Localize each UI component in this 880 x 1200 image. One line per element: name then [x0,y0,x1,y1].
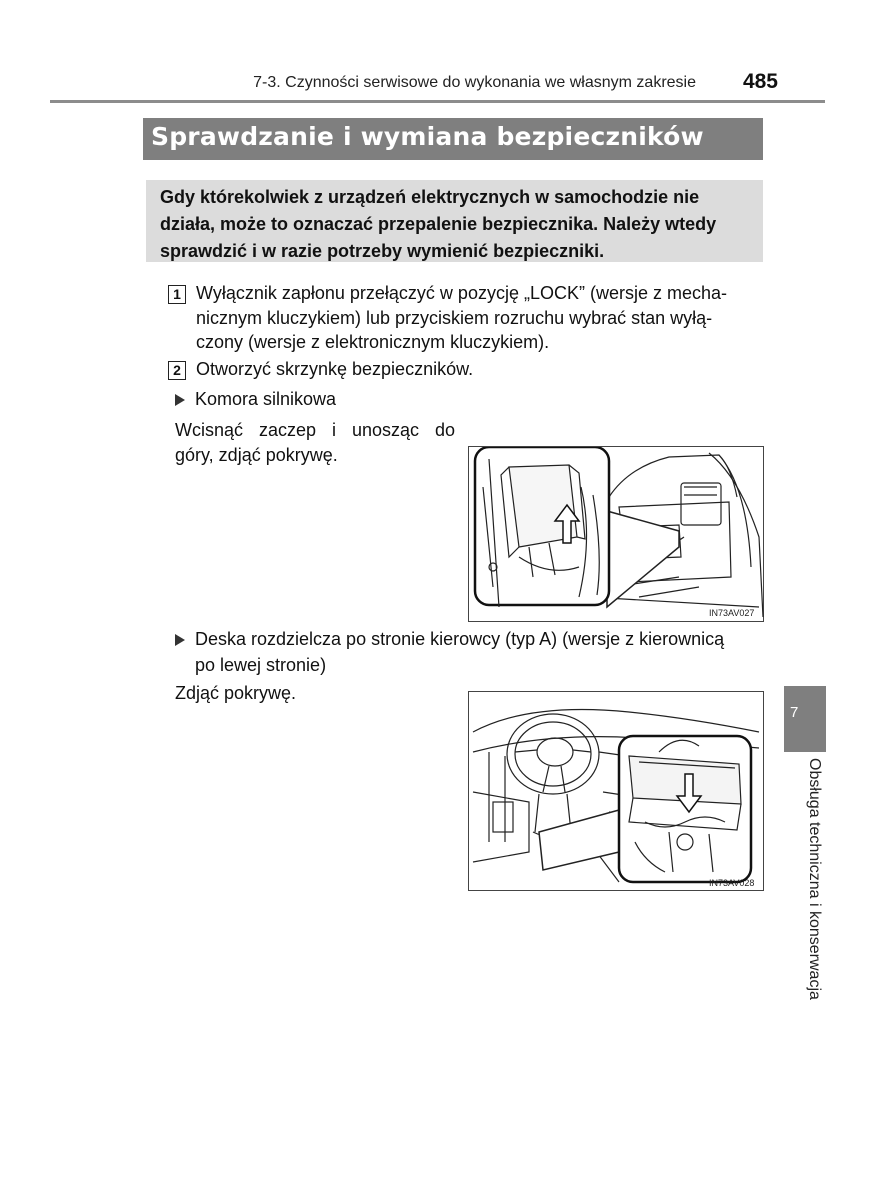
step-number: 2 [168,361,186,380]
dash-fusebox-figure [468,691,764,891]
intro-box [146,180,763,262]
triangle-bullet-icon [175,634,185,646]
triangle-bullet-icon [175,394,185,406]
instruction-line: góry, zdjąć pokrywę. [175,445,338,465]
figure-code: IN73AV027 [709,608,755,618]
chapter-title: Obsługa techniczna i konserwacja [806,758,823,1000]
engine-fusebox-illustration [469,447,765,623]
bullet-text: po lewej stronie) [195,655,327,675]
chapter-title-vertical [805,758,825,1028]
step-line: Wyłącznik zapłonu przełączyć w pozycję „LOCK” (wersje z mecha- [196,283,727,303]
bullet-text: Deska rozdzielcza po stronie kierowcy (typ A) (wersje z kierownicą [195,629,725,649]
page-number: 485 [742,70,778,93]
header-divider [50,100,825,103]
intro-line: działa, może to oznaczać przepalenie bezpiecznika. Należy wtedy [160,214,717,234]
section-title-bar [143,118,763,160]
chapter-number: 7 [790,704,799,721]
engine-fusebox-figure [468,446,764,622]
bullet-dashboard [175,626,765,678]
chapter-tab [784,686,826,752]
intro-line: sprawdzić i w razie potrzeby wymienić bezpieczniki. [160,241,605,261]
step-1 [168,281,764,355]
figure-code: IN73AV028 [709,878,755,888]
intro-line: Gdy którekolwiek z urządzeń elektrycznych w samochodzie nie [160,187,700,207]
section-title: Sprawdzanie i wymiana bezpieczników [151,122,704,151]
instruction-line: Zdjąć pokrywę. [175,683,297,703]
step-2 [168,357,764,382]
step-number: 1 [168,285,186,304]
step-line: Otworzyć skrzynkę bezpieczników. [196,359,474,379]
step-line: czony (wersje z elektronicznym kluczykiem). [196,332,550,352]
engine-instruction [175,418,455,468]
dash-instruction [175,681,296,706]
running-header: 7-3. Czynności serwisowe do wykonania we własnym zakresie [253,74,696,91]
step-line: nicznym kluczykiem) lub przyciskiem rozruchu wybrać stan wyłą- [196,307,713,328]
instruction-line: Wcisnąć zaczep i unosząc do [175,420,455,440]
bullet-engine-compartment [175,386,765,412]
bullet-text: Komora silnikowa [195,389,337,409]
dash-fusebox-illustration [469,692,765,892]
